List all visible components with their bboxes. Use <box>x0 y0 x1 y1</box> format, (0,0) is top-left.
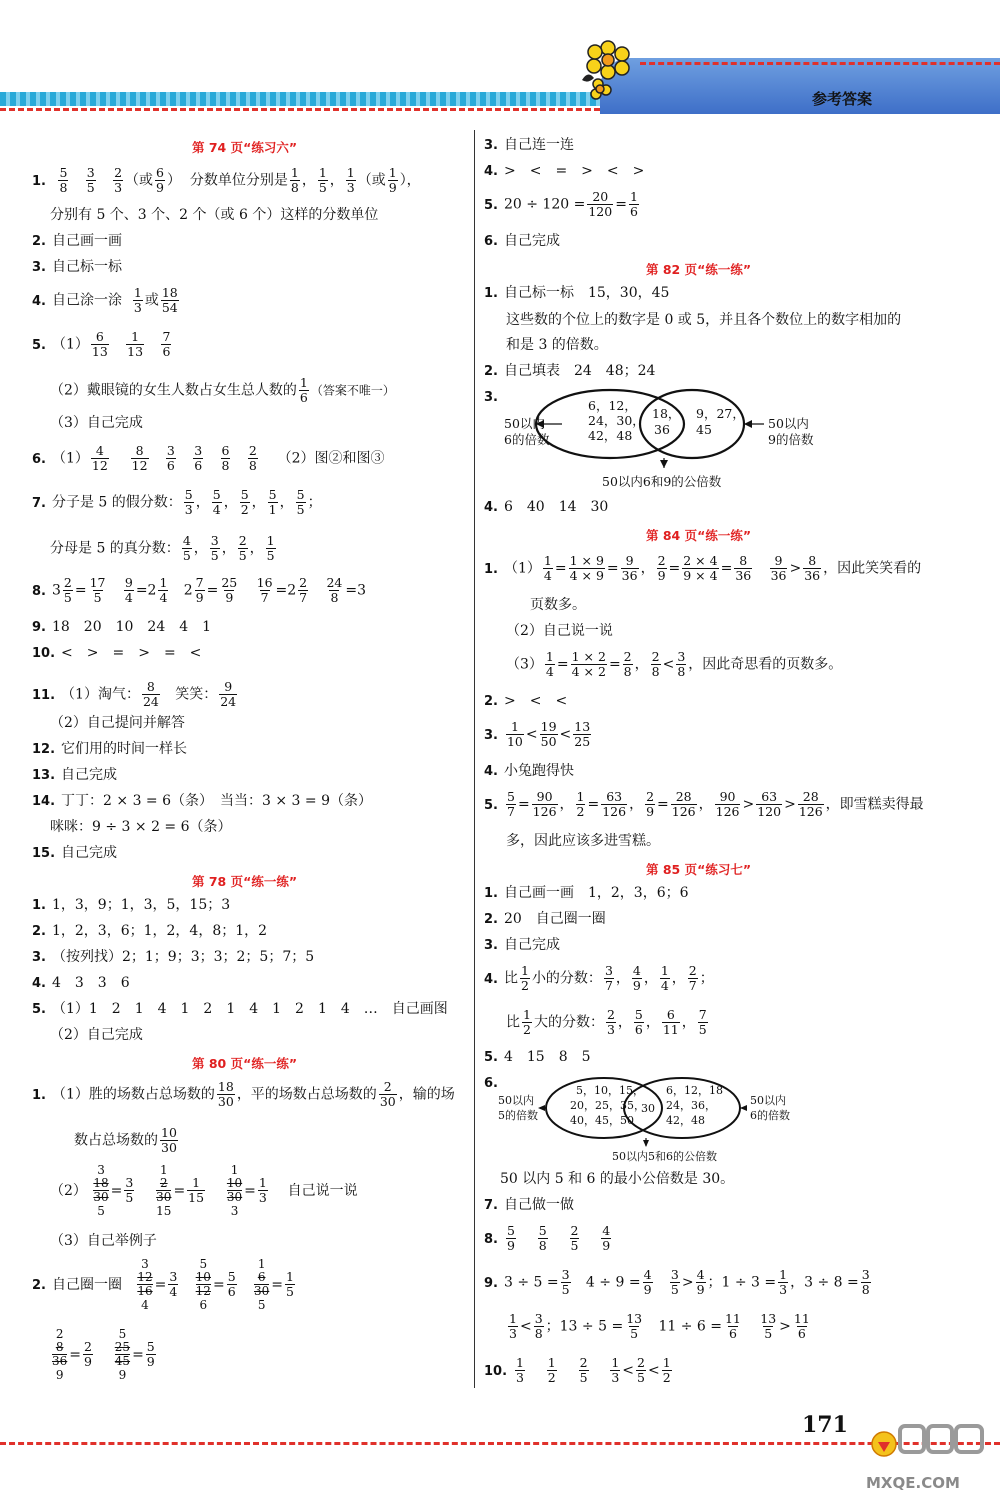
p85-answer-4-2: 比 $\frac{1}{2}$ 大的分数： $\frac{2}{3}$ ， $\frac{5}{6}$ ， $\frac{6}{11}$ ， $\frac{7}{5}$ <box>506 1007 707 1037</box>
p82-answer-4: 4. 6 40 14 30 <box>484 499 609 515</box>
p84-answer-5: 5. $\frac{5}{7}$ = $\frac{90}{126}$ ， $\frac{1}{2}$ = $\frac{63}{126}$ ， $\frac{2}{9}$ = $\frac{28}{126}$ ， $\frac{90}{126}$ > $\frac{63}{120}$ > $\frac{28}{126}$ ，即雪糕卖得最 <box>484 789 924 819</box>
p85-answer-3: 3. 自己完成 <box>484 937 560 953</box>
p85-answer-5: 5. 4 15 8 5 <box>484 1049 591 1065</box>
answer-8: 8. 3 $\frac{2}{5}$ = $\frac{17}{5}$ $\frac{9}{4}$ =2 $\frac{1}{4}$ 2 $\frac{7}{9}$ = $\frac{25}{9}$ $\frac{16}{7}$ =2 $\frac{2}{7}$ $\frac{24}{8}$ =3 <box>32 575 367 605</box>
p82-answer-3: 3. <box>484 390 498 405</box>
p85-answer-7: 7. 自己做一做 <box>484 1197 574 1213</box>
answer-5: 5. （1） $\frac{6}{13}$ $\frac{1}{13}$ $\frac{7}{6}$ <box>32 329 171 359</box>
answer-14: 14. 丁丁：2 × 3 = 6（条） 当当：3 × 3 = 9（条） <box>32 793 372 809</box>
p78-answer-3: 3. （按列找）2；1；9；3；3；2；5；7；5 <box>32 949 315 965</box>
venn-diagram-5-6 <box>494 1074 814 1166</box>
p85-answer-6: 6. <box>484 1076 498 1091</box>
venn2-left-set-2: 20，25，35， <box>570 1099 645 1112</box>
answer-2: 2. 自己画一画 <box>32 233 122 249</box>
section-title-p82: 第 82 页“练一练” <box>646 262 752 277</box>
venn-right-set-2: 45 <box>696 422 712 437</box>
p84-answer-4: 4. 小兔跑得快 <box>484 763 574 779</box>
venn-left-label-2: 6的倍数 <box>504 432 550 447</box>
page-number: 171 <box>802 1412 848 1438</box>
venn-left-set-1: 6，12， <box>588 398 637 413</box>
venn-right-label-2: 9的倍数 <box>768 432 814 447</box>
p80-answer-1-cont: 数占总场数的 $\frac{10}{30}$ <box>74 1125 177 1155</box>
p84-answer-5-cont: 多，因此应该多进雪糕。 <box>506 833 660 849</box>
p78-answer-1: 1. 1，3，9；1，3，5，15；3 <box>32 897 231 913</box>
header-tab-dashed-line <box>640 62 1000 65</box>
venn2-right-set-2: 24，36， <box>666 1099 716 1112</box>
r-answer-6: 6. 自己完成 <box>484 233 560 249</box>
svg-text:MXQE.COM: MXQE.COM <box>866 1474 960 1492</box>
venn-right-set-1: 9，27， <box>696 406 745 421</box>
p78-answer-5: 5. （1）1 2 1 4 1 2 1 4 1 2 1 4 … 自己画图 <box>32 1001 448 1017</box>
p85-answer-4: 4. 比 $\frac{1}{2}$ 小的分数： $\frac{3}{7}$ ， $\frac{4}{9}$ ， $\frac{1}{4}$ ， $\frac{2}{7}$ ； <box>484 963 714 993</box>
p82-answer-1-c: 和是 3 的倍数。 <box>506 337 608 353</box>
header-stripe <box>0 92 600 106</box>
venn2-right-label-2: 6的倍数 <box>750 1109 790 1122</box>
answer-11: 11. （1）淘气： $\frac{8}{24}$ 笑笑： $\frac{9}{24}$ <box>32 679 237 709</box>
p78-answer-2: 2. 1，2，3，6；1，2，4，8；1，2 <box>32 923 268 939</box>
header-title: 参考答案 <box>811 90 872 108</box>
watermark-logo-icon <box>864 1418 988 1496</box>
p84-answer-1: 1. （1） $\frac{1}{4}$ = $\frac{1 \times 9}{4 \times 9}$ = $\frac{9}{36}$ ， $\frac{2}{9}$ = $\frac{2 \times 4}{9 \times 4}$ = $\frac{8}{36}$ $\frac{9}{36}$ > $\frac{8}{36}$ ，因此笑笑看的 <box>484 553 922 583</box>
p78-answer-4: 4. 4 3 3 6 <box>32 975 130 991</box>
venn-mid-2: 36 <box>654 422 670 437</box>
answer-5-2: （2）戴眼镜的女生人数占女生总人数的 $\frac{1}{6}$ （答案不唯一） <box>50 375 395 405</box>
footer-dashed-line <box>0 1442 1000 1445</box>
venn2-right-set-1: 6，12，18 <box>666 1084 723 1097</box>
p80-answer-1-3: （3）自己举例子 <box>50 1233 157 1249</box>
section-title-p74: 第 74 页“练习六” <box>192 140 298 155</box>
answer-15: 15. 自己完成 <box>32 845 118 861</box>
venn-mid-1: 18， <box>652 406 681 421</box>
p85-answer-6-2: 50 以内 5 和 6 的最小公倍数是 30。 <box>500 1171 735 1187</box>
answer-5-3: （3）自己完成 <box>50 415 143 431</box>
answer-13: 13. 自己完成 <box>32 767 118 783</box>
p82-answer-2: 2. 自己填表 24 48；24 <box>484 363 656 379</box>
answer-3: 3. 自己标一标 <box>32 259 122 275</box>
answer-7: 7. 分子是 5 的假分数： $\frac{5}{3}$ ， $\frac{5}{4}$ ， $\frac{5}{2}$ ， $\frac{5}{1}$ ， $\frac{5}{5}$ ； <box>32 487 322 517</box>
answer-12: 12. 它们用的时间一样长 <box>32 741 188 757</box>
answer-9: 9. 18 20 10 24 4 1 <box>32 619 212 635</box>
section-title-p85: 第 85 页“练习七” <box>646 862 752 877</box>
answer-4: 4. 自己涂一涂 $\frac{1}{3}$ 或 $\frac{18}{54}$ <box>32 285 178 315</box>
venn2-left-label-1: 50以内 <box>498 1094 534 1107</box>
answer-7-2: 分母是 5 的真分数： $\frac{4}{5}$ ， $\frac{3}{5}$ ， $\frac{2}{5}$ ， $\frac{1}{5}$ <box>50 533 275 563</box>
venn-left-set-3: 42，48 <box>588 428 633 443</box>
p78-answer-5-2: （2）自己完成 <box>50 1027 143 1043</box>
p85-answer-10: 10. $\frac{1}{3}$ $\frac{1}{2}$ $\frac{2}{5}$ $\frac{1}{3}$ < $\frac{2}{5}$ < $\frac{1}{2}$ <box>484 1355 671 1385</box>
venn2-mid: 30 <box>641 1102 655 1115</box>
p84-answer-1-3: （3） $\frac{1}{4}$ = $\frac{1 \times 2}{4 \times 2}$ = $\frac{2}{8}$ ， $\frac{2}{8}$ < $\frac{3}{8}$ ，因此奇思看的页数多。 <box>506 649 843 679</box>
p85-answer-8: 8. $\frac{5}{9}$ $\frac{5}{8}$ $\frac{2}{5}$ $\frac{4}{9}$ <box>484 1223 611 1253</box>
p85-answer-1: 1. 自己画一画 1，2，3，6；6 <box>484 885 689 901</box>
answer-1-cont: 分别有 5 个、3 个、2 个（或 6 个）这样的分数单位 <box>50 207 379 223</box>
venn-left-label-1: 50以内 <box>504 416 545 431</box>
p80-answer-2: 2. 自己圈一圈 3 12 16 4 = $\frac{3}{4}$ 5 10 12 6 = $\frac{5}{6}$ 1 6 30 5 = $\frac{1}{5}$ <box>32 1257 294 1312</box>
venn-bottom-label: 50以内6和9的公倍数 <box>602 474 722 489</box>
p85-answer-9-cont: $\frac{1}{3}$ < $\frac{3}{8}$ ；13 ÷ 5 = $\frac{13}{5}$ 11 ÷ 6 = $\frac{11}{6}$ $\frac{13}{5}$ > $\frac{11}{6}$ <box>509 1311 810 1341</box>
p84-answer-1-2: （2）自己说一说 <box>506 623 613 639</box>
header-tab <box>600 58 1000 114</box>
venn2-right-set-3: 42，48 <box>666 1114 705 1127</box>
column-divider <box>474 130 475 1388</box>
venn2-left-set-3: 40，45，50 <box>570 1114 634 1127</box>
p85-answer-9: 9. 3 ÷ 5 = $\frac{3}{5}$ 4 ÷ 9 = $\frac{4}{9}$ $\frac{3}{5}$ > $\frac{4}{9}$ ；1 ÷ 3 = $\frac{1}{3}$ ，3 ÷ 8 = $\frac{3}{8}$ <box>484 1267 870 1297</box>
section-title-p84: 第 84 页“练一练” <box>646 528 752 543</box>
venn2-right-label-1: 50以内 <box>750 1094 786 1107</box>
p80-answer-1-2: （2） 3 18 30 5 = $\frac{3}{5}$ 1 2 30 15 = $\frac{1}{15}$ 1 10 30 3 = $\frac{1}{3}$ 自己说一说 <box>50 1163 358 1218</box>
p84-answer-2: 2. > < < <box>484 693 568 709</box>
venn-right-label-1: 50以内 <box>768 416 809 431</box>
flower-icon <box>578 40 638 100</box>
venn2-bottom-label: 50以内5和6的公倍数 <box>612 1150 717 1163</box>
p80-answer-1: 1. （1）胜的场数占总场数的 $\frac{18}{30}$ ，平的场数占总场数的 $\frac{2}{30}$ ，输的场 <box>32 1079 455 1109</box>
venn-diagram-6-9 <box>500 384 820 494</box>
section-title-p80: 第 80 页“练一练” <box>192 1056 298 1071</box>
answer-14-2: 咪咪：9 ÷ 3 × 2 = 6（条） <box>50 819 232 835</box>
answer-11-2: （2）自己提问并解答 <box>50 715 185 731</box>
answer-1: 1. $\frac{5}{8}$ $\frac{3}{5}$ $\frac{2}{3}$ （或 $\frac{6}{9}$ ） 分数单位分别是 $\frac{1}{8}$ ， $\frac{1}{5}$ ， $\frac{1}{3}$ （或 $\frac{1}{9}$ ）， <box>32 165 421 195</box>
p84-answer-3: 3. $\frac{1}{10}$ < $\frac{19}{50}$ < $\frac{13}{25}$ <box>484 719 591 749</box>
r-answer-5: 5. 20 ÷ 120 = $\frac{20}{120}$ = $\frac{1}{6}$ <box>484 189 638 219</box>
p84-answer-1-cont: 页数多。 <box>530 597 586 613</box>
answer-6: 6. （1） $\frac{4}{12}$ $\frac{8}{12}$ $\frac{3}{6}$ $\frac{3}{6}$ $\frac{6}{8}$ $\frac{2}{8}$ （2）图②和图③ <box>32 443 385 473</box>
r-answer-4: 4. > < = > < > <box>484 163 645 179</box>
venn-left-set-2: 24，30， <box>588 413 645 428</box>
header-dashed-line <box>0 108 600 111</box>
venn2-left-set-1: 5，10，15， <box>576 1084 644 1097</box>
section-title-p78: 第 78 页“练一练” <box>192 874 298 889</box>
p80-answer-2-cont: 2 8 36 9 = $\frac{2}{9}$ 5 25 45 9 = $\frac{5}{9}$ <box>52 1327 155 1382</box>
p85-answer-2: 2. 20 自己圈一圈 <box>484 911 606 927</box>
r-answer-3: 3. 自己连一连 <box>484 137 574 153</box>
p82-answer-1-b: 这些数的个位上的数字是 0 或 5，并且各个数位上的数字相加的 <box>506 312 902 328</box>
answer-10: 10. < > = > = < <box>32 645 202 661</box>
p82-answer-1: 1. 自己标一标 15，30，45 <box>484 285 670 301</box>
venn2-left-label-2: 5的倍数 <box>498 1109 538 1122</box>
